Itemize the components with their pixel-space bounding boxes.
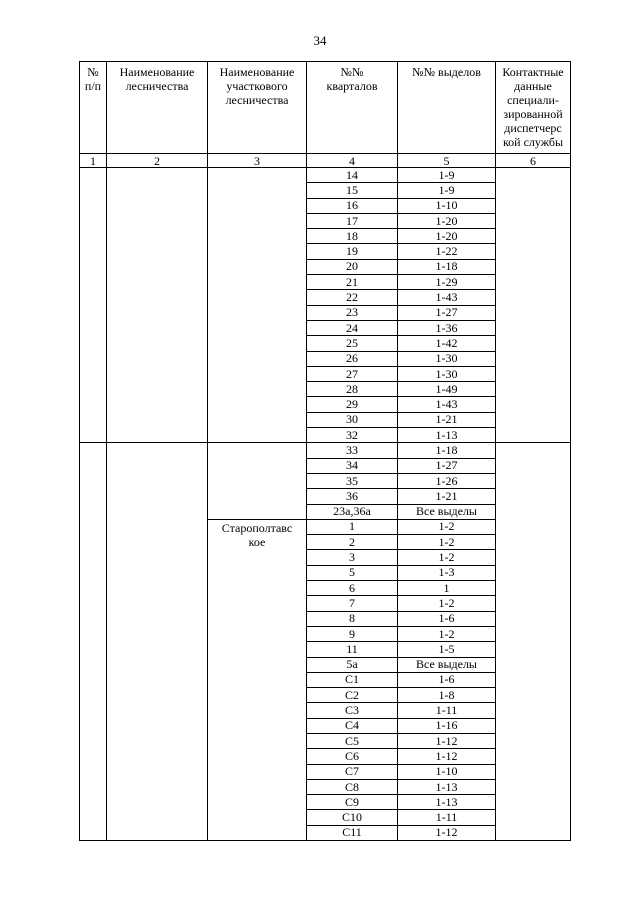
kvartal-cell: 1 bbox=[307, 519, 398, 534]
kvartal-cell: 18 bbox=[307, 229, 398, 244]
table-header bbox=[80, 62, 571, 168]
vydely-cell: 1-2 bbox=[398, 535, 496, 550]
number-cell bbox=[80, 168, 107, 443]
kvartal-cell: 22 bbox=[307, 290, 398, 305]
kvartal-cell: 6 bbox=[307, 581, 398, 596]
kvartal-cell: 36 bbox=[307, 489, 398, 504]
header-cell-vydely bbox=[398, 62, 496, 154]
vydely-cell: 1-30 bbox=[398, 366, 496, 381]
kvartal-cell: С11 bbox=[307, 825, 398, 840]
header-line: лесничества bbox=[125, 79, 189, 93]
kvartal-cell: 27 bbox=[307, 366, 398, 381]
kvartal-cell: С10 bbox=[307, 810, 398, 825]
kvartal-cell: С8 bbox=[307, 779, 398, 794]
vydely-cell: 1-29 bbox=[398, 275, 496, 290]
vydely-cell: 1-27 bbox=[398, 305, 496, 320]
kvartal-cell: 23а,36а bbox=[307, 504, 398, 519]
header-line: Контактные bbox=[502, 65, 564, 79]
kvartal-cell: 15 bbox=[307, 183, 398, 198]
vydely-cell: 1-27 bbox=[398, 458, 496, 473]
header-line: участкового bbox=[226, 79, 288, 93]
kvartal-cell: С6 bbox=[307, 749, 398, 764]
header-line: п/п bbox=[84, 79, 102, 93]
header-line: лесничества bbox=[225, 93, 289, 107]
vydely-cell: 1-42 bbox=[398, 336, 496, 351]
kvartal-cell: С2 bbox=[307, 688, 398, 703]
kvartal-cell: 2 bbox=[307, 535, 398, 550]
vydely-cell: 1-20 bbox=[398, 213, 496, 228]
vydely-cell: 1-10 bbox=[398, 198, 496, 213]
vydely-cell: 1-16 bbox=[398, 718, 496, 733]
header-line: № bbox=[87, 65, 99, 79]
header-cell-uchastkovoe bbox=[208, 62, 307, 154]
column-number: 3 bbox=[208, 154, 307, 168]
header-line: кварталов bbox=[326, 79, 378, 93]
vydely-cell: 1-13 bbox=[398, 779, 496, 794]
kvartal-cell: 7 bbox=[307, 596, 398, 611]
vydely-cell: 1 bbox=[398, 581, 496, 596]
kvartal-cell: 21 bbox=[307, 275, 398, 290]
column-number: 5 bbox=[398, 154, 496, 168]
header-line: Наименование bbox=[119, 65, 195, 79]
vydely-cell: 1-18 bbox=[398, 259, 496, 274]
header-line: диспетчерс bbox=[504, 121, 562, 135]
vydely-cell: 1-2 bbox=[398, 626, 496, 641]
header-line: зированной bbox=[503, 107, 563, 121]
page-number: 34 bbox=[313, 33, 327, 48]
column-number: 1 bbox=[80, 154, 107, 168]
kvartal-cell: 28 bbox=[307, 382, 398, 397]
vydely-cell: 1-2 bbox=[398, 596, 496, 611]
vydely-cell: 1-11 bbox=[398, 810, 496, 825]
header-line: №№ выделов bbox=[412, 65, 481, 79]
vydely-cell: 1-21 bbox=[398, 489, 496, 504]
kvartal-cell: 19 bbox=[307, 244, 398, 259]
vydely-cell: Все выделы bbox=[398, 657, 496, 672]
kvartal-cell: 3 bbox=[307, 550, 398, 565]
vydely-cell: 1-12 bbox=[398, 825, 496, 840]
kvartal-cell: 34 bbox=[307, 458, 398, 473]
header-cell-contacts bbox=[496, 62, 571, 154]
table-row bbox=[80, 443, 571, 458]
kvartal-cell: 5 bbox=[307, 565, 398, 580]
kvartal-cell: 8 bbox=[307, 611, 398, 626]
column-number: 4 bbox=[307, 154, 398, 168]
kvartal-cell: 14 bbox=[307, 168, 398, 183]
vydely-cell: 1-10 bbox=[398, 764, 496, 779]
header-cell-number bbox=[80, 62, 107, 154]
vydely-cell: 1-22 bbox=[398, 244, 496, 259]
vydely-cell: 1-11 bbox=[398, 703, 496, 718]
contacts-cell bbox=[496, 443, 571, 841]
number-cell bbox=[80, 443, 107, 841]
uchastkovoe-name-line: Старополтавс bbox=[221, 520, 293, 535]
vydely-cell: 1-6 bbox=[398, 611, 496, 626]
kvartal-cell: 32 bbox=[307, 428, 398, 443]
kvartal-cell: 23 bbox=[307, 305, 398, 320]
header-line: Наименование bbox=[219, 65, 295, 79]
vydely-cell: 1-43 bbox=[398, 290, 496, 305]
vydely-cell: 1-5 bbox=[398, 642, 496, 657]
kvartal-cell: С1 bbox=[307, 672, 398, 687]
vydely-cell: 1-6 bbox=[398, 672, 496, 687]
header-line: №№ bbox=[340, 65, 364, 79]
vydely-cell: 1-20 bbox=[398, 229, 496, 244]
header-line: данные bbox=[514, 79, 552, 93]
column-number-row bbox=[80, 154, 571, 168]
header-line: специали- bbox=[507, 93, 559, 107]
vydely-cell: 1-12 bbox=[398, 733, 496, 748]
kvartal-cell: 25 bbox=[307, 336, 398, 351]
vydely-cell: 1-9 bbox=[398, 183, 496, 198]
vydely-cell: 1-13 bbox=[398, 428, 496, 443]
vydely-cell: 1-43 bbox=[398, 397, 496, 412]
kvartal-cell: 33 bbox=[307, 443, 398, 458]
kvartal-cell: 11 bbox=[307, 642, 398, 657]
kvartal-cell: С4 bbox=[307, 718, 398, 733]
vydely-cell: 1-9 bbox=[398, 168, 496, 183]
table-body bbox=[80, 168, 571, 841]
kvartal-cell: 9 bbox=[307, 626, 398, 641]
kvartal-cell: 29 bbox=[307, 397, 398, 412]
column-number: 6 bbox=[496, 154, 571, 168]
kvartal-cell: 24 bbox=[307, 320, 398, 335]
vydely-cell: 1-26 bbox=[398, 473, 496, 488]
header-line: кой службы bbox=[502, 135, 564, 149]
vydely-cell: 1-30 bbox=[398, 351, 496, 366]
table-row bbox=[80, 168, 571, 183]
vydely-cell: 1-2 bbox=[398, 550, 496, 565]
vydely-cell: 1-2 bbox=[398, 519, 496, 534]
uchastkovoe-name-line: кое bbox=[248, 534, 266, 549]
vydely-cell: 1-49 bbox=[398, 382, 496, 397]
kvartal-cell: 20 bbox=[307, 259, 398, 274]
kvartal-cell: 16 bbox=[307, 198, 398, 213]
uchastkovoe-cell bbox=[208, 168, 307, 443]
vydely-cell: 1-3 bbox=[398, 565, 496, 580]
kvartal-cell: С5 bbox=[307, 733, 398, 748]
vydely-cell: Все выделы bbox=[398, 504, 496, 519]
kvartal-cell: 5а bbox=[307, 657, 398, 672]
header-cell-lesnichestvo bbox=[107, 62, 208, 154]
kvartal-cell: 30 bbox=[307, 412, 398, 427]
vydely-cell: 1-36 bbox=[398, 320, 496, 335]
vydely-cell: 1-12 bbox=[398, 749, 496, 764]
kvartal-cell: С7 bbox=[307, 764, 398, 779]
column-number: 2 bbox=[107, 154, 208, 168]
forest-quarters-table bbox=[79, 61, 571, 841]
uchastkovoe-cell bbox=[208, 443, 307, 519]
vydely-cell: 1-13 bbox=[398, 795, 496, 810]
lesnichestvo-cell bbox=[107, 168, 208, 443]
kvartal-cell: 17 bbox=[307, 213, 398, 228]
vydely-cell: 1-21 bbox=[398, 412, 496, 427]
uchastkovoe-name-cell bbox=[208, 519, 307, 840]
kvartal-cell: 35 bbox=[307, 473, 398, 488]
contacts-cell bbox=[496, 168, 571, 443]
header-cell-kvartaly bbox=[307, 62, 398, 154]
lesnichestvo-cell bbox=[107, 443, 208, 841]
vydely-cell: 1-18 bbox=[398, 443, 496, 458]
vydely-cell: 1-8 bbox=[398, 688, 496, 703]
kvartal-cell: 26 bbox=[307, 351, 398, 366]
kvartal-cell: С9 bbox=[307, 795, 398, 810]
kvartal-cell: С3 bbox=[307, 703, 398, 718]
